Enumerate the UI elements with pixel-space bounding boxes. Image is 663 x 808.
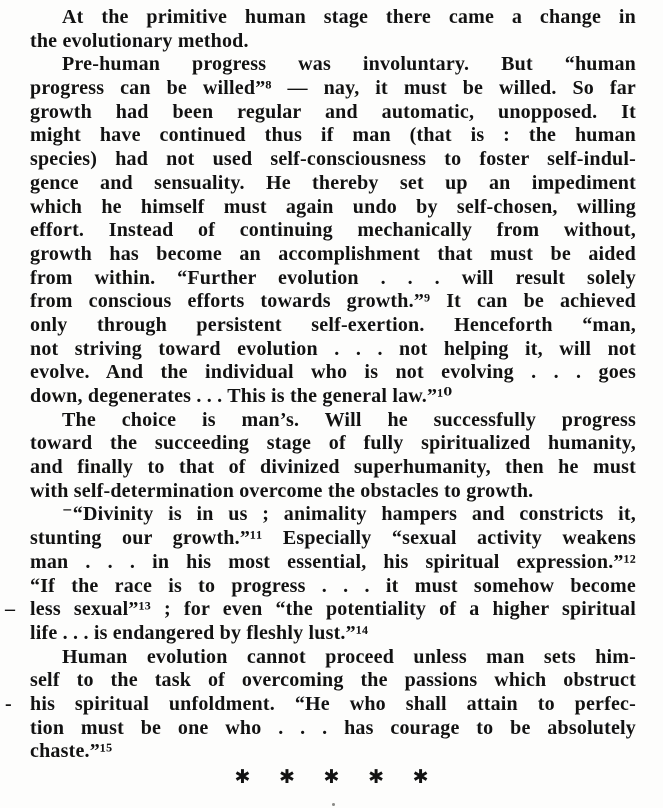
text-line: Human evolution cannot proceed unless man sets him- <box>62 645 636 668</box>
text-line: effort. Instead of continuing mechanically from without, <box>30 219 636 242</box>
text-line: self to the task of overcoming the passions which obstruct <box>30 669 636 692</box>
text-line: with self-determination overcome the obstacles to growth. <box>30 479 534 502</box>
text-line: – less sexual”¹³ ; for even “the potentiality of a higher spiritual <box>5 598 636 621</box>
text-line: man . . . in his most essential, his spiritual expression.”¹² <box>30 550 636 573</box>
text-line: “If the race is to progress . . . it must somehow become <box>30 574 636 597</box>
text-line: chaste.”¹⁵ <box>30 740 113 763</box>
text-line: life . . . is endangered by fleshly lust.”¹⁴ <box>30 621 369 644</box>
handwritten-margin-mark: - <box>5 692 12 715</box>
text-line: only through persistent self-exertion. Henceforth “man, <box>30 313 636 336</box>
text-line: from conscious efforts towards growth.”⁹ It can be achieved <box>30 290 636 313</box>
text-line: growth has become an accomplishment that must be aided <box>30 242 636 265</box>
scan-speck <box>332 803 335 806</box>
handwritten-margin-mark: – <box>5 598 16 621</box>
text-line: gence and sensuality. He thereby set up an impediment <box>30 171 636 194</box>
text-line: from within. “Further evolution . . . will result solely <box>30 266 636 289</box>
text-line: evolve. And the individual who is not evolving . . . goes <box>30 361 636 384</box>
text-column <box>5 6 636 764</box>
text-line: Pre-human progress was involuntary. But “human <box>62 53 636 76</box>
text-line: ⁻“Divinity is in us ; animality hampers and constricts it, <box>62 503 636 526</box>
text-line: tion must be one who . . . has courage to be absolutely <box>30 716 636 739</box>
text-line: down, degenerates . . . This is the general law.”¹⁰ <box>30 385 453 407</box>
section-separator: ✱ ✱ ✱ ✱ ✱ <box>234 766 429 788</box>
text-line: growth had been regular and automatic, unopposed. It <box>30 100 636 123</box>
text-line: At the primitive human stage there came a change in <box>62 6 636 28</box>
text-line: progress can be willed”⁸ — nay, it must be willed. So far <box>30 77 636 100</box>
text-line: and finally to that of divinized superhumanity, then he must <box>30 456 636 479</box>
text-line: species) had not used self-consciousness to foster self-indul- <box>30 148 636 171</box>
text-line: toward the succeeding stage of fully spiritualized humanity, <box>30 432 636 455</box>
text-line: The choice is man’s. Will he successfully progress <box>62 408 636 431</box>
text-line: not striving toward evolution . . . not helping it, will not <box>30 337 636 360</box>
text-line: the evolutionary method. <box>30 29 249 52</box>
text-line: might have continued thus if man (that is : the human <box>30 124 636 147</box>
text-line: which he himself must again undo by self-chosen, willing <box>30 195 636 218</box>
text-line: stunting our growth.”¹¹ Especially “sexual activity weakens <box>30 527 636 550</box>
text-line: - his spiritual unfoldment. “He who shall attain to perfec- <box>5 692 636 715</box>
